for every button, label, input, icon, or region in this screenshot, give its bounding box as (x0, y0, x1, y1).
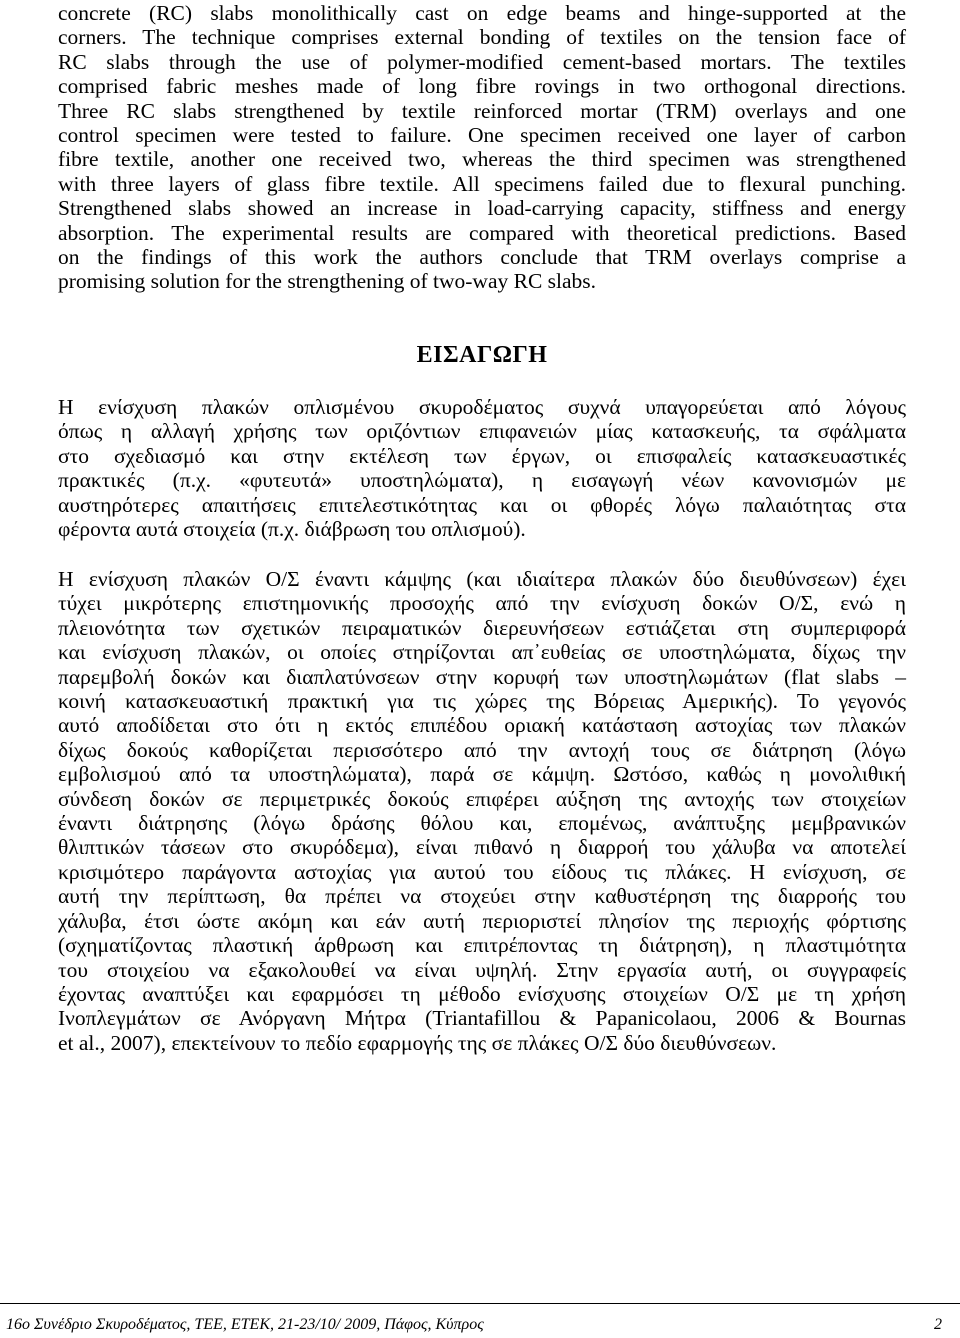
abstract-line: concrete (RC) slabs monolithically cast on edge beams and hinge-supported at the (58, 1, 906, 25)
page-number: 2 (934, 1316, 942, 1333)
intro-paragraph-1 (58, 395, 906, 541)
abstract-line: corners. The technique comprises external bonding of textiles on the tension face of (58, 25, 906, 50)
paragraph-line: θλιπτικών τάσεων στο σκυρόδεμα), είναι πιθανό η διαρροή του χάλυβα να αποτελεί (58, 835, 906, 860)
paragraph-line: et al., 2007), επεκτείνουν το πεδίο εφαρμογής της σε πλάκες Ο/Σ δύο διευθύνσεων. (58, 1030, 777, 1055)
paragraph-line: Η ενίσχυση πλακών οπλισμένου σκυροδέματος συχνά υπαγορεύεται από λόγους (58, 395, 906, 419)
paragraph-line: πρακτικές (π.χ. «φυτευτά» υποστηλώματα), η εισαγωγή νέων κανονισμών με (58, 468, 906, 493)
paragraph-line: χάλυβα, έτσι ώστε ακόμη και εάν αυτή περιοριστεί πλησίον της περιοχής φόρτισης (58, 908, 906, 933)
paragraph-line: δίχως δοκούς καθορίζεται περισσότερο από την αντοχή τους σε διάτρηση (λόγω (58, 737, 906, 762)
paragraph-line: κοινή κατασκευαστική πρακτική για τις χώρες της Βόρειας Αμερικής). Το γεγονός (58, 689, 906, 714)
paragraph-line: έχοντας αναπτύξει και εφαρμόσει τη μέθοδο ενίσχυσης στοιχείων Ο/Σ με τη χρήση (58, 981, 906, 1006)
abstract-line: Strengthened slabs showed an increase in load-carrying capacity, stiffness and energy (58, 196, 906, 221)
paragraph-line: εμβολισμού από τα υποστηλώματα), παρά σε κάμψη. Ωστόσο, καθώς η μονολιθική (58, 762, 906, 787)
intro-paragraph-2 (58, 567, 906, 1055)
paragraph-line: στο σχεδιασμό και στην εκτέλεση των έργων, οι επισφαλείς κατασκευαστικές (58, 443, 906, 468)
paragraph-line: Ινοπλεγμάτων σε Ανόργανη Μήτρα (Triantafillou & Papanicolaou, 2006 & Bournas (58, 1006, 906, 1031)
abstract-line: absorption. The experimental results are compared with theoretical predictions. Based (58, 220, 906, 245)
footer-conference: 16ο Συνέδριο Σκυροδέματος, ΤΕΕ, ΕΤΕΚ, 21-23/10/ 2009, Πάφος, Κύπρος (6, 1316, 484, 1333)
abstract-paragraph (58, 1, 906, 294)
abstract-line: RC slabs through the use of polymer-modified cement-based mortars. The textiles (58, 49, 906, 74)
paragraph-line: αυστηρότερες απαιτήσεις επιτελεστικότητας και οι φθορές λόγω παλαιότητας στα (58, 492, 906, 517)
paragraph-line: (σχηματίζοντας πλαστική άρθρωση και επιτρέποντας τη διάτρηση), η πλαστιμότητα (58, 933, 906, 958)
document-page (58, 0, 906, 1338)
abstract-line: on the findings of this work the authors conclude that TRM overlays comprise a (58, 245, 906, 270)
footer-divider (0, 1303, 960, 1304)
paragraph-line: παρεμβολή δοκών και διαπλατύνσεων στην κορυφή των υποστηλωμάτων (flat slabs – (58, 664, 906, 689)
paragraph-line: αυτό αποδίδεται στο ότι η εκτός επιπέδου οριακή κατάσταση αστοχίας των πλακών (58, 713, 906, 738)
paragraph-line: αυτή την περίπτωση, θα πρέπει να στοχεύει στην καθυστέρηση της διαρροής του (58, 884, 906, 909)
paragraph-line: πλειονότητα των σχετικών πειραματικών διερευνήσεων εστιάζεται στη συμπεριφορά (58, 615, 906, 640)
paragraph-line: σύνδεση δοκών σε περιμετρικές δοκούς επιφέρει αύξηση της αντοχής των στοιχείων (58, 786, 906, 811)
paragraph-line: Η ενίσχυση πλακών Ο/Σ έναντι κάμψης (και ιδιαίτερα πλακών δύο διευθύνσεων) έχει (58, 567, 906, 591)
abstract-line: fibre textile, another one received two, whereas the third specimen was strengthened (58, 147, 906, 172)
paragraph-line: όπως η αλλαγή χρήσης των οριζόντιων επιφανειών μίας κατασκευής, τα σφάλματα (58, 419, 906, 444)
paragraph-line: και ενίσχυση πλακών, οι οποίες στηρίζονται απ᾽ευθείας σε υποστηλώματα, δίχως την (58, 640, 906, 665)
abstract-line: with three layers of glass fibre textile. All specimens failed due to flexural punching. (58, 171, 906, 196)
paragraph-line: κρισιμότερο παράγοντα αστοχίας για αυτού του είδους τις πλάκες. Η ενίσχυση, σε (58, 859, 906, 884)
paragraph-line: έναντι διάτρησης (λόγω δράσης θόλου και, επομένως, ανάπτυξης μεμβρανικών (58, 811, 906, 836)
abstract-line: Three RC slabs strengthened by textile reinforced mortar (TRM) overlays and one (58, 98, 906, 123)
paragraph-line: του στοιχείου να εξακολουθεί να είναι υψηλή. Στην εργασία αυτή, οι συγγραφείς (58, 957, 906, 982)
section-heading: ΕΙΣΑΓΩΓΗ (416, 342, 548, 368)
paragraph-line: φέροντα αυτά στοιχεία (π.χ. διάβρωση του οπλισμού). (58, 517, 526, 542)
abstract-line: promising solution for the strengthening of two-way RC slabs. (58, 269, 597, 294)
paragraph-line: τύχει μικρότερης επιστημονικής προσοχής από την ενίσχυση δοκών Ο/Σ, ενώ η (58, 591, 906, 616)
abstract-line: control specimen were tested to failure. One specimen received one layer of carbon (58, 123, 906, 148)
abstract-line: comprised fabric meshes made of long fibre rovings in two orthogonal directions. (58, 74, 906, 99)
